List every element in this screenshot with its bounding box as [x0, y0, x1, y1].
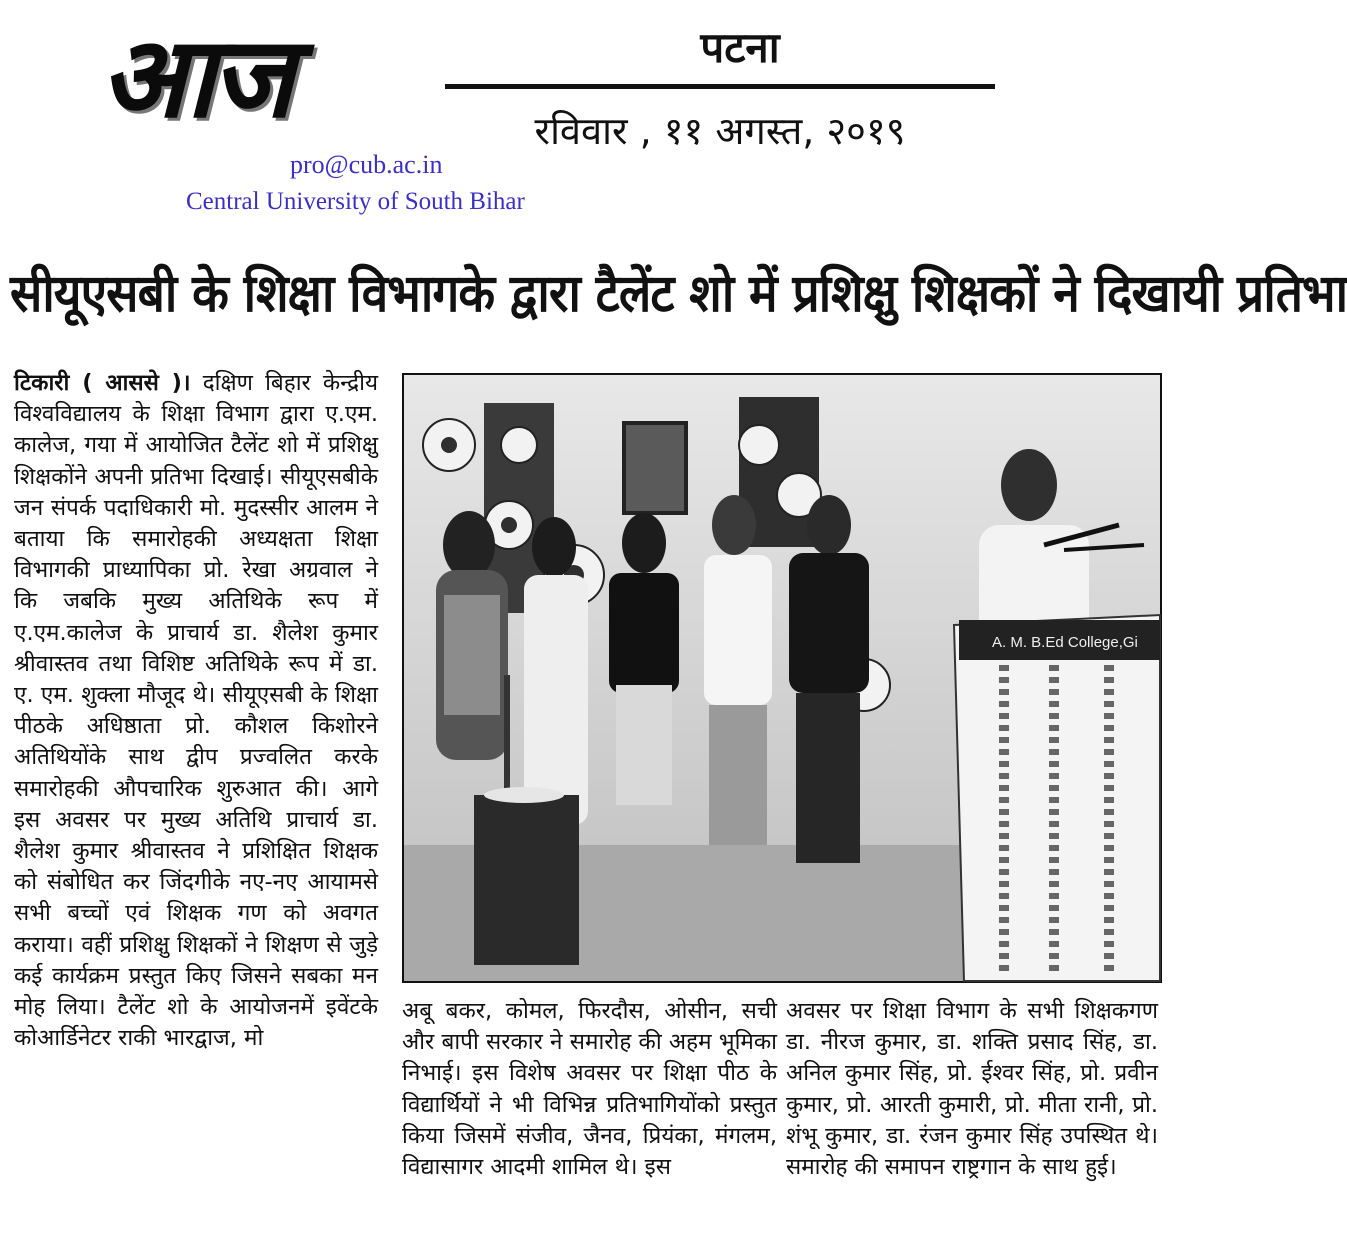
podium-sign: A. M. B.Ed College,Gi: [992, 634, 1138, 651]
edition-city: पटना: [700, 23, 780, 72]
article-headline: सीयूएसबी के शिक्षा विभागके द्वारा टैलेंट शो में प्रशिक्षु शिक्षकों ने दिखायी प्रतिभा: [10, 264, 1347, 324]
masthead-logo: आज: [100, 13, 290, 143]
article-dateline: टिकारी ( आससे )।: [14, 370, 191, 396]
edition-date: रविवार , ११ अगस्त, २०१९: [534, 109, 906, 153]
article-column-middle: अबू बकर, कोमल, फिरदौस, ओसीन, सची और बापी सरकार ने समारोह की अहम भूमिका निभाई। इस विशेष अवसर पर शिक्षा पीठ के विद्यार्थियों ने भी विभिन्न प्रतिभागियोंको प्रस्तुत किया जिसमें संजीव, जैनव, प्रियंका, मंगलम, विद्यासागर आदमी शामिल थे। इस: [402, 998, 777, 1181]
article-left-text: दक्षिण बिहार केन्द्रीय विश्वविद्यालय के शिक्षा विभाग द्वारा ए.एम. कालेज, गया में आयोजित टैलेंट शो में प्रशिक्षु शिक्षकोंने अपनी प्रतिभा दिखाई। सीयूएसबीके जन संपर्क पदाधिकारी मो. मुदस्सीर आलम ने बताया कि समारोहकी अध्यक्षता शिक्षा विभागकी प्राध्यापिका प्रो. रेखा अग्रवाल ने कि जबकि मुख्य अतिथिके रूप में ए.एम.कालेज के प्राचार्य डा. शैलेश कुमार श्रीवास्तव तथा विशिष्ट अतिथिके रूप में डा. ए. एम. शुक्ला मौजूद थे। सीयूएसबी के शिक्षा पीठके अधिष्ठाता प्रो. कौशल किशोरने अतिथियोंके साथ द्वीप प्रज्वलित करके समारोहकी औपचारिक शुरुआत की। आगे इस अवसर पर मुख्य अतिथि प्राचार्य डा. शैलेश कुमार श्रीवास्तव ने प्रशिक्षित शिक्षक को संबोधित कर जिंदगीके नए-नए आयामसे सभी बच्चों एवं शिक्षक गण को अवगत कराया। वहीं प्रशिक्षु शिक्षकों ने शिक्षण से जुड़े कई कार्यक्रम प्रस्तुत किए जिसने सबका मन मोह लिया। टैलेंट शो के आयोजनमें इवेंटके कोआर्डिनेटर राकी भारद्वाज, मो: [14, 370, 378, 1052]
contact-organization: Central University of South Bihar: [186, 188, 525, 215]
article-column-left: [14, 368, 378, 1054]
event-photo: [402, 373, 1162, 983]
masthead-rule: [445, 84, 995, 89]
contact-email: pro@cub.ac.in: [290, 150, 443, 179]
event-photo-illustration: [404, 375, 1160, 981]
article-column-right: अवसर पर शिक्षा विभाग के सभी शिक्षकगण डा. नीरज कुमार, डा. शक्ति प्रसाद सिंह, डा. अनिल कुमार सिंह, प्रो. ईश्वर सिंह, प्रो. प्रवीन कुमार, प्रो. आरती कुमारी, प्रो. मीता रानी, प्रो. शंभू कुमार, डा. रंजन कुमार सिंह उपस्थित थे। समारोह की समापन राष्ट्रगान के साथ हुई।: [786, 998, 1158, 1181]
